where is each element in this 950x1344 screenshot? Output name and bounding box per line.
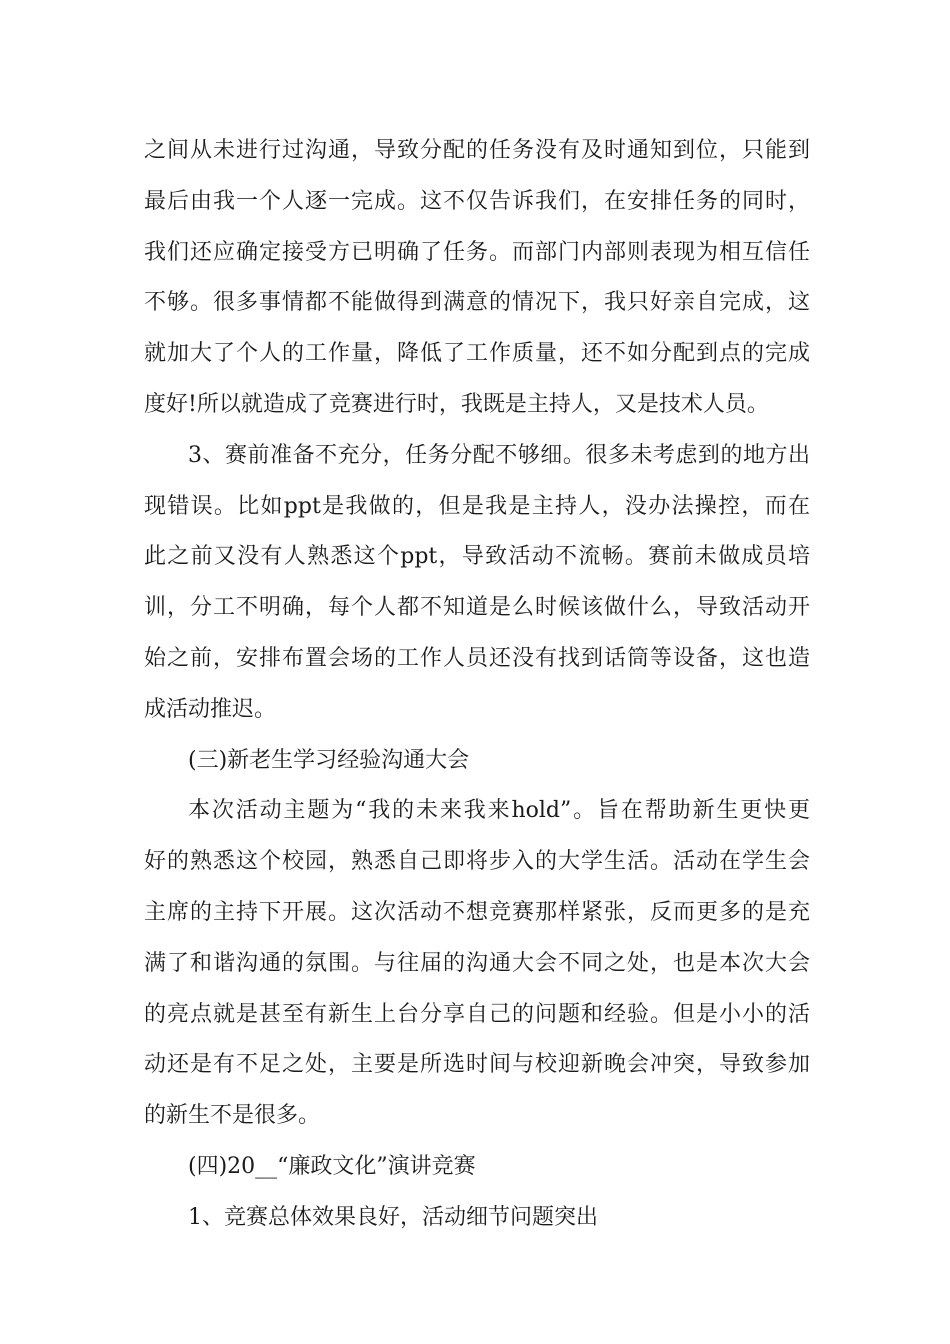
text-line: 好的熟悉这个校园，熟悉自己即将步入的大学生活。活动在学生会: [144, 849, 810, 875]
text-line: 成活动推迟。: [144, 696, 277, 722]
text-line: 动还是有不足之处，主要是所选时间与校迎新晚会冲突，导致参加: [144, 1052, 810, 1078]
text-line: 的亮点就是甚至有新生上台分享自己的问题和经验。但是小小的活: [144, 1001, 810, 1027]
text-line: 不够。很多事情都不能做得到满意的情况下，我只好亲自完成，这: [144, 290, 810, 316]
section-heading: (四)20__“廉政文化”演讲竞赛: [188, 1153, 476, 1179]
text-line: 我们还应确定接受方已明确了任务。而部门内部则表现为相互信任: [144, 239, 810, 265]
text-line: 满了和谐沟通的氛围。与往届的沟通大会不同之处，也是本次大会: [144, 950, 810, 976]
text-line: 度好!所以就造成了竞赛进行时，我既是主持人，又是技术人员。: [144, 391, 769, 417]
document-body: [144, 126, 810, 1244]
text-line: 3、赛前准备不充分，任务分配不够细。很多未考虑到的地方出: [188, 442, 810, 468]
text-line: 训，分工不明确，每个人都不知道是么时候该做什么，导致活动开: [144, 595, 810, 621]
text-line: 的新生不是很多。: [144, 1103, 321, 1129]
text-line: 就加大了个人的工作量，降低了工作质量，还不如分配到点的完成: [144, 341, 810, 367]
text-line: 现错误。比如ppt是我做的，但是我是主持人，没办法操控，而在: [144, 493, 810, 519]
text-line: 本次活动主题为“我的未来我来hold”。旨在帮助新生更快更: [188, 798, 810, 824]
subsection-heading: 1、竞赛总体效果良好，活动细节问题突出: [188, 1204, 598, 1230]
text-line: 之间从未进行过沟通，导致分配的任务没有及时通知到位，只能到: [144, 138, 810, 163]
text-line: 最后由我一个人逐一完成。这不仅告诉我们，在安排任务的同时，: [144, 188, 810, 214]
text-line: 始之前，安排布置会场的工作人员还没有找到话筒等设备，这也造: [144, 645, 810, 671]
section-heading: (三)新老生学习经验沟通大会: [188, 747, 470, 773]
text-line: 此之前又没有人熟悉这个ppt，导致活动不流畅。赛前未做成员培: [144, 544, 810, 570]
text-line: 主席的主持下开展。这次活动不想竞赛那样紧张，反而更多的是充: [144, 899, 810, 925]
